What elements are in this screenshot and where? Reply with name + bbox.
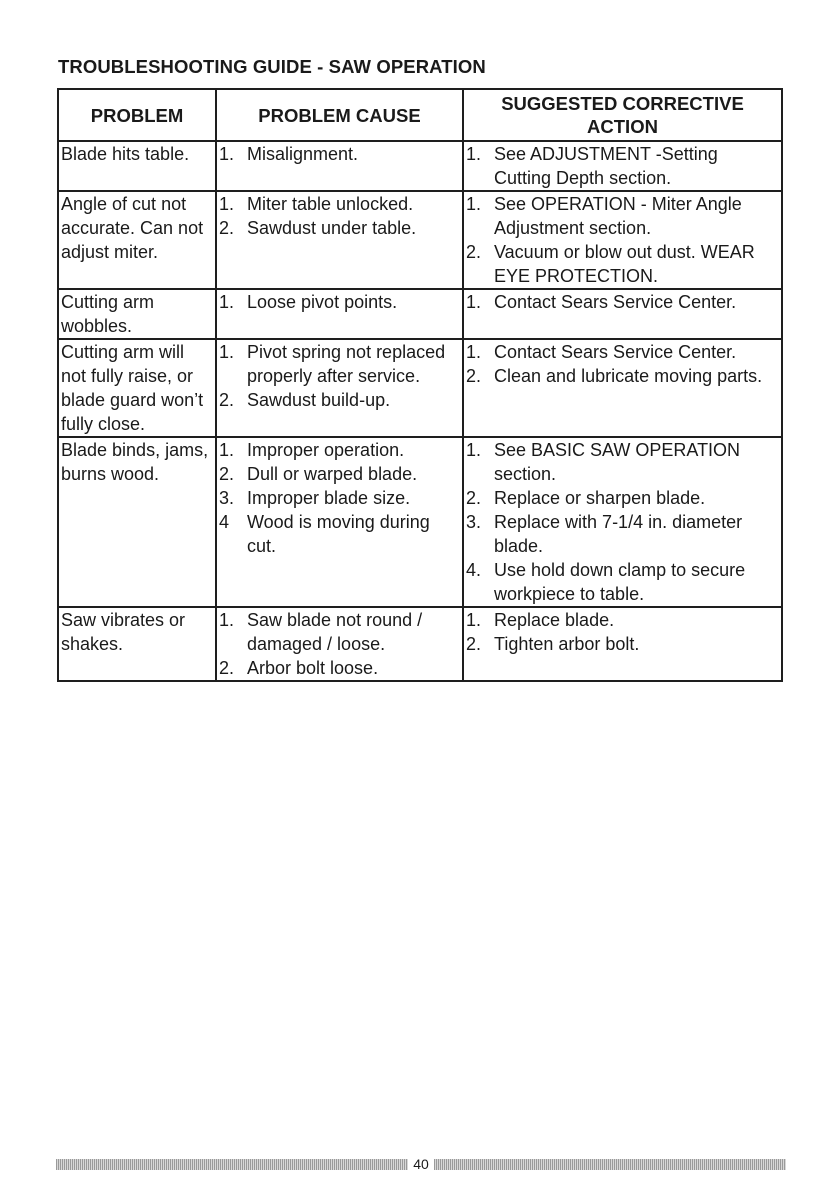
item-text: Dull or warped blade. [247, 464, 418, 484]
page-number: 40 [413, 1156, 429, 1172]
item-number: 1. [219, 292, 235, 312]
problem-text: Angle of cut not accurate. Can not adjust miter. [61, 194, 204, 262]
list-item [219, 608, 459, 656]
table-row [58, 289, 782, 339]
item-text: Wood is moving during cut. [247, 512, 430, 556]
list-item [466, 364, 778, 388]
item-number: 1. [466, 144, 482, 164]
item-number: 1. [466, 194, 482, 214]
action-cell [463, 141, 782, 191]
list-item [219, 192, 459, 216]
cause-cell [216, 437, 463, 607]
list-item [219, 142, 459, 166]
item-number: 1. [466, 342, 482, 362]
list-item [466, 558, 778, 606]
item-number: 1. [466, 292, 482, 312]
item-number: 1. [466, 440, 482, 460]
item-number: 1. [219, 440, 235, 460]
action-cell [463, 607, 782, 681]
table-row [58, 607, 782, 681]
cause-cell [216, 191, 463, 289]
page-footer [56, 1155, 786, 1173]
item-number: 3. [466, 512, 482, 532]
item-text: Sawdust under table. [247, 218, 417, 238]
problem-cell [58, 339, 216, 437]
item-text: See OPERATION - Miter Angle Adjustment section. [494, 194, 742, 238]
item-text: Use hold down clamp to secure workpiece to table. [494, 560, 746, 604]
item-number: 1. [219, 144, 235, 164]
action-cell [463, 339, 782, 437]
header-problem: PROBLEM [58, 89, 216, 141]
item-number: 2. [466, 366, 482, 386]
problem-cell [58, 289, 216, 339]
table-row [58, 339, 782, 437]
item-text: Replace blade. [494, 610, 615, 630]
problem-text: Blade binds, jams, burns wood. [61, 440, 209, 484]
cause-cell [216, 289, 463, 339]
item-text: Miter table unlocked. [247, 194, 414, 214]
item-text: Replace or sharpen blade. [494, 488, 706, 508]
header-problem-cause: PROBLEM CAUSE [216, 89, 463, 141]
item-text: Sawdust build-up. [247, 390, 391, 410]
item-text: Loose pivot points. [247, 292, 398, 312]
table-header-row [58, 89, 782, 141]
list-item [219, 290, 459, 314]
cause-cell [216, 141, 463, 191]
list-item [219, 438, 459, 462]
list-item [466, 340, 778, 364]
item-number: 2. [219, 658, 235, 678]
table-row [58, 191, 782, 289]
problem-cell [58, 437, 216, 607]
table-row [58, 437, 782, 607]
list-item [466, 142, 778, 190]
item-text: Clean and lubricate moving parts. [494, 366, 763, 386]
action-cell [463, 289, 782, 339]
footer-bar-right [434, 1159, 786, 1170]
item-text: See ADJUSTMENT -Setting Cutting Depth section. [494, 144, 718, 188]
footer-bar-left [56, 1159, 408, 1170]
list-item [219, 340, 459, 388]
list-item [219, 462, 459, 486]
cause-cell [216, 339, 463, 437]
list-item [466, 290, 778, 314]
list-item [219, 510, 459, 558]
list-item [219, 216, 459, 240]
item-number: 1. [219, 610, 235, 630]
list-item [466, 608, 778, 632]
item-number: 4. [466, 560, 482, 580]
item-number: 2. [466, 634, 482, 654]
item-number: 2. [466, 488, 482, 508]
item-text: Improper operation. [247, 440, 405, 460]
list-item [466, 510, 778, 558]
item-number: 1. [219, 342, 235, 362]
list-item [219, 388, 459, 412]
table-row [58, 141, 782, 191]
header-corrective-action: SUGGESTED CORRECTIVE ACTION [463, 89, 782, 141]
item-number: 2. [219, 390, 235, 410]
list-item [466, 486, 778, 510]
item-text: Improper blade size. [247, 488, 411, 508]
problem-text: Blade hits table. [61, 144, 190, 164]
problem-text: Saw vibrates or shakes. [61, 610, 186, 654]
action-cell [463, 191, 782, 289]
problem-cell [58, 141, 216, 191]
list-item [466, 438, 778, 486]
item-number: 2. [219, 218, 235, 238]
list-item [219, 656, 459, 680]
cause-cell [216, 607, 463, 681]
problem-text: Cutting arm wobbles. [61, 292, 155, 336]
action-cell [463, 437, 782, 607]
item-text: See BASIC SAW OPERATION section. [494, 440, 741, 484]
problem-text: Cutting arm will not fully raise, or blade guard won’t fully close. [61, 342, 204, 434]
item-text: Saw blade not round / damaged / loose. [247, 610, 423, 654]
list-item [219, 486, 459, 510]
item-text: Arbor bolt loose. [247, 658, 379, 678]
item-text: Contact Sears Service Center. [494, 342, 737, 362]
item-number: 1. [466, 610, 482, 630]
page-title: TROUBLESHOOTING GUIDE - SAW OPERATION [58, 56, 486, 77]
item-number: 1. [219, 194, 235, 214]
item-number: 2. [219, 464, 235, 484]
list-item [466, 632, 778, 656]
item-text: Pivot spring not replaced properly after service. [247, 342, 446, 386]
list-item [466, 240, 778, 288]
item-number: 3. [219, 488, 235, 508]
item-text: Replace with 7-1/4 in. diameter blade. [494, 512, 743, 556]
item-text: Tighten arbor bolt. [494, 634, 640, 654]
list-item [466, 192, 778, 240]
item-text: Vacuum or blow out dust. WEAR EYE PROTECTION. [494, 242, 755, 286]
item-number: 4 [219, 512, 230, 532]
item-text: Contact Sears Service Center. [494, 292, 737, 312]
troubleshooting-table [57, 88, 783, 682]
problem-cell [58, 607, 216, 681]
problem-cell [58, 191, 216, 289]
item-number: 2. [466, 242, 482, 262]
item-text: Misalignment. [247, 144, 359, 164]
